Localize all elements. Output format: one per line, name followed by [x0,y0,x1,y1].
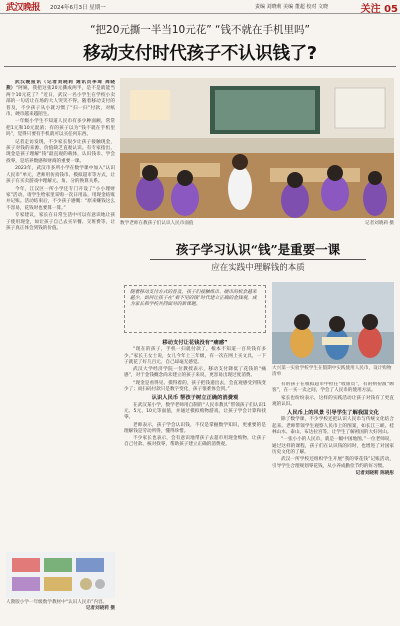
students-photo [272,282,394,364]
issue-date: 2024年6月3日 星期一 [50,4,106,11]
article-paragraph: “阿姨，我把这张20元撕成两半，是不是就能当两个10元花了？”近日，武汉一名小学生在学校小卖部的一句话让在场的大人哭笑不得。随着移动支付的普及，不少孩子从小就习惯了“扫一扫”付款，对纸币、硬币越来越陌生。 [6,86,115,118]
article-paragraph: 专家建议，家长在日常生活中可以有意识地让孩子使用现金，如让孩子自己去买早餐、交班费等，让孩子真正体会到钱的价值。 [6,213,115,231]
photo-credit: 记者刘晓莉 摄 [85,606,115,611]
article-paragraph: 除了数学课，不少学校还把认识人民币与传统文化结合起来。老师带领学生观察人民币上的图案，如长江三峡、桂林山水、泰山、布达拉宫等，让学生了解祖国的大好河山。 [272,417,394,436]
article-byline: 武汉晚报讯（记者刘晓莉 通讯员李琦 周晓燕） [6,80,115,92]
article-paragraph: 不少家长也表示，会有意识地带孩子去超市用现金购物，让孩子自己付款、核对找零，帮助孩子建立正确的消费观。 [124,436,266,448]
article-paragraph: 老师表示，孩子学会认识钱，不仅是掌握数学知识，更重要的是理解钱是劳动所得，懂得珍惜。 [124,422,266,434]
banknotes-illustration [6,552,115,598]
section-heading: 移动支付让花钱没有“痛感” [162,340,228,346]
photo-caption-text: 数学老师在教孩子们认识人民币面值 [120,221,194,226]
classroom-photo [120,78,394,218]
students-illustration [272,282,394,364]
right-article-column [272,382,394,614]
left-article-column [6,80,115,550]
headline-kicker: “把20元撕一半当10元花” “钱不就在手机里吗” [90,24,310,36]
article-paragraph: “一张小小的人民币，就是一幅中国地图。”一位老师说，通过这样的课程，孩子们在认识钱的同时，也增进了对国家历史文化的了解。 [272,437,394,455]
article-paragraph: “现金是看得见、摸得着的，孩子把钱递出去，会直观感受到钱变少了；而扫码付款只是数字变化，孩子很难体会到。” [124,380,266,393]
textbook-photo [6,552,115,598]
photo-credit: 记者刘晓莉 摄 [364,221,394,226]
article-paragraph: 武汉大学经济学院一位教授表示，移动支付降低了花钱的“痛感”，对于金钱概念尚未建立的孩子来说，更容易出现过度消费。 [124,367,266,379]
article-paragraph: 有的孩子在模拟超市中担任“收银员”，有的则扮演“顾客”，在一买一卖之间，学会了人民币的使用方法。 [272,382,394,394]
middle-article-column [124,338,266,620]
feature-lead-quote: 随着移动支付方式的普及，孩子们接触纸币、硬币的机会越来越少。如何让孩子在“看不见的钱”时代建立正确的金钱观，成为家长和学校共同面对的新课题。 [124,285,266,333]
editor-credits: 责编 刘晓莉 美编 董超 校对 文晓 [255,4,328,10]
section-heading: 人民币上的风景 引导学生了解我国文化 [287,410,379,417]
headline-title: 移动支付时代孩子不认识钱了? [83,44,317,64]
photo-caption-text: 人教版小学一年级数学教材中“认识人民币”内容。 [6,600,108,605]
article-paragraph: 武汉一所学校还组织学生开展“我的零花钱”记账活动，引导学生合理规划零花钱，从小养成勤俭节约的好习惯。 [272,457,394,469]
newspaper-logo: 武汉晚报 [6,3,41,13]
section-label: 关注 05 [360,4,398,15]
feature-title: 孩子学习认识“钱”是重要一课 [175,242,341,257]
article-paragraph: 在武汉某小学，数学老师用自制的“人民币教具”带领孩子们认识1元、5元、10元等面值，并通过模拟购物游戏，让孩子学会计算和找零。 [124,402,266,421]
headline-rule [4,66,396,67]
section-heading: 认识人民币 帮孩子树立正确的消费观 [151,395,239,402]
classroom-photo-caption [120,220,394,226]
article-paragraph: 今年，江汉区一所小学还专门开设了“小小理财家”活动，请学生给家里采购一次日用品，用现金结账并记账。活动结束后，不少孩子感慨：“原来赚钱这么不容易，花钱时也要算一算。” [6,186,115,211]
masthead [0,0,400,14]
article-paragraph: 一年级小学生不知道人民币有多少种面额，常常把1元和10元混淆；有的孩子以为“钱不就在手机里吗”，觉得只要有手机就可以买任何东西。 [6,119,115,138]
students-photo-caption: 大兴第一实验学校学生在假期中实践使用人民币，设计购物清单 [272,366,392,377]
article-paragraph: 家长也纷纷表示，这样的实践活动让孩子对钱有了更直观的认识。 [272,395,394,407]
article-paragraph: 记者走访发现，不少家长很少让孩子接触现金，孩子对钱的来源、价值缺乏直观认识。有专家指出，现金是孩子理解“钱”最直观的载体，认识钱币、学会找零，是培养数感和财商的重要一课。 [6,139,115,164]
article-signature: 记者刘晓莉 陈晓彤 [355,470,394,476]
article-paragraph: “现在的孩子，手机一扫就付款了，根本不知道一百块钱有多少。”家长王女士说，女儿今年上三年级，有一次在网上买文具，一下子就花了好几百元，自己却毫无感觉。 [124,347,266,365]
feature-subtitle: 应在实践中理解钱的本质 [211,263,305,273]
article-paragraph: 2023年，武汉市多所小学在数学课中加入“认识人民币”单元，老师用仿真钱币、模拟超市等方式，让孩子在买卖游戏中理解元、角、分的换算关系。 [6,166,115,185]
feature-title-rule [150,259,366,260]
textbook-photo-caption [6,600,115,612]
classroom-illustration [120,78,394,218]
